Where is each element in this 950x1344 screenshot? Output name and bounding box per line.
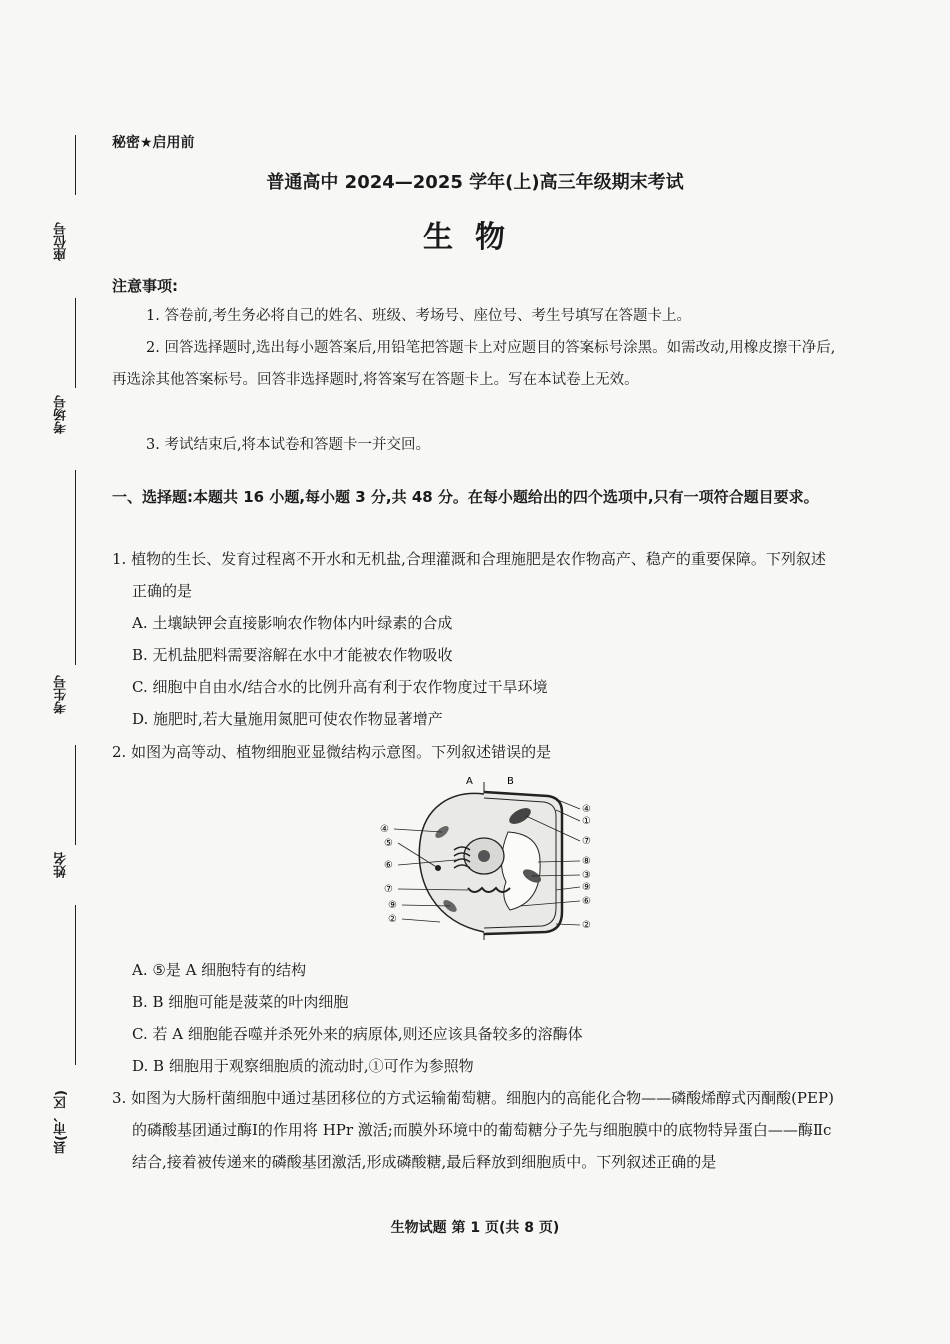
question-1-option-d: D. 施肥时,若大量施用氮肥可使农作物显著增产 (132, 710, 443, 728)
margin-line (75, 298, 76, 388)
right-label: ⑦ (582, 836, 591, 847)
right-label: ⑧ (582, 856, 591, 867)
margin-line (75, 905, 76, 1065)
exam-title: 普通高中 2024—2025 学年(上)高三年级期末考试 (266, 172, 684, 193)
secret-mark: 秘密★启用前 (112, 135, 195, 151)
left-label: ④ (380, 824, 389, 835)
question-2-option-b: B. B 细胞可能是菠菜的叶肉细胞 (132, 993, 349, 1011)
question-1-option-c: C. 细胞中自由水/结合水的比例升高有利于农作物度过干旱环境 (132, 678, 548, 696)
cell-structure-diagram (380, 772, 600, 942)
county-label: 县(市、区) (54, 1090, 69, 1154)
diagram-label-a: A (466, 776, 473, 787)
right-label: ① (582, 816, 591, 827)
question-1-option-b: B. 无机盐肥料需要溶解在水中才能被农作物吸收 (132, 646, 453, 664)
right-label: ⑥ (582, 896, 591, 907)
question-2-option-c: C. 若 A 细胞能吞噬并杀死外来的病原体,则还应该具备较多的溶酶体 (132, 1025, 583, 1043)
right-label: ④ (582, 804, 591, 815)
leader-line (402, 919, 440, 922)
right-label: ⑨ (582, 882, 591, 893)
note-item: 3. 考试结束后,将本试卷和答题卡一并交回。 (146, 437, 431, 453)
question-1-option-a: A. 土壤缺钾会直接影响农作物体内叶绿素的合成 (132, 614, 453, 632)
room-label: 考场号 (54, 395, 69, 434)
question-3-stem: 3. 如图为大肠杆菌细胞中通过基团移位的方式运输葡萄糖。细胞内的高能化合物——磷酸烯醇式丙酮酸(PEP)的磷酸基团通过酶Ⅰ的作用将 HPr 激活;而膜外环境中的葡萄糖分子先与细胞膜中的底物特异蛋白——酶Ⅱc 结合,接着被传递来的磷酸基团激活,形成磷酸糖,最后释放到细胞质中。下列叙述正确的是 (112, 1089, 834, 1171)
nucleolus (478, 850, 490, 862)
question-1-stem: 1. 植物的生长、发育过程离不开水和无机盐,合理灌溉和合理施肥是农作物高产、稳产的重要保障。下列叙述正确的是 (112, 550, 826, 600)
margin-line (75, 745, 76, 845)
question-2-option-d: D. B 细胞用于观察细胞质的流动时,①可作为参照物 (132, 1057, 474, 1075)
student-no-label: 考生号 (54, 675, 69, 714)
right-label: ③ (582, 870, 591, 881)
notes-heading: 注意事项: (112, 277, 178, 295)
page-footer: 生物试题 第 1 页(共 8 页) (390, 1220, 560, 1236)
left-label: ② (388, 914, 397, 925)
note-item: 1. 答卷前,考生务必将自己的姓名、班级、考场号、座位号、考生号填写在答题卡上。 (146, 308, 692, 324)
left-label: ⑤ (384, 838, 393, 849)
left-label: ⑦ (384, 884, 393, 895)
subject-title: 生物 (423, 220, 527, 255)
margin-line (75, 470, 76, 665)
question-2-option-a: A. ⑤是 A 细胞特有的结构 (132, 961, 307, 979)
left-label: ⑨ (388, 900, 397, 911)
question-2-stem: 2. 如图为高等动、植物细胞亚显微结构示意图。下列叙述错误的是 (112, 743, 552, 761)
name-label: 姓名 (54, 852, 69, 878)
left-label: ⑥ (384, 860, 393, 871)
section-heading: 一、选择题:本题共 16 小题,每小题 3 分,共 48 分。在每小题给出的四个选项中,只有一项符合题目要求。 (112, 488, 819, 506)
right-label: ② (582, 920, 591, 931)
note-item: 2. 回答选择题时,选出每小题答案后,用铅笔把答题卡上对应题目的答案标号涂黑。如需改动,用橡皮擦干净后,再选涂其他答案标号。回答非选择题时,将答案写在答题卡上。写在本试卷上无效。 (112, 340, 836, 388)
diagram-label-b: B (507, 776, 514, 787)
seat-label: 座位号 (54, 222, 69, 261)
